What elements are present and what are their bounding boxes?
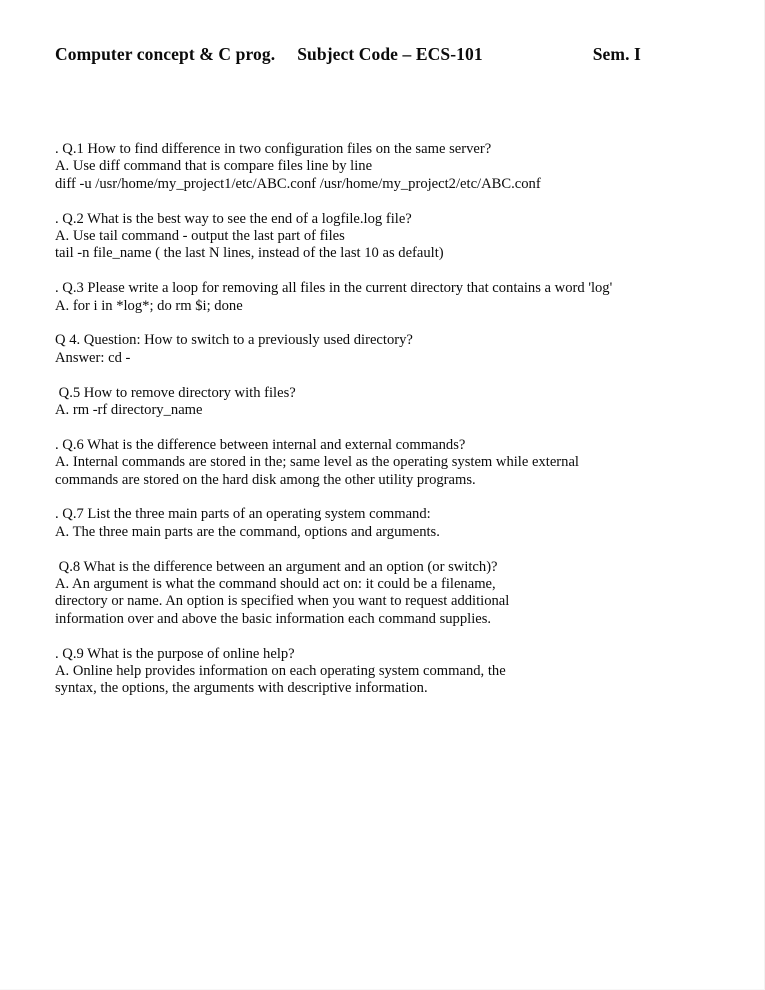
answer-line: A. Internal commands are stored in the; same level as the operating system while external <box>55 454 579 471</box>
answer-line: A. An argument is what the command should act on: it could be a filename, <box>55 576 496 593</box>
answer-line: A. Online help provides information on each operating system command, the <box>55 663 506 680</box>
qa-block-q1 <box>55 141 720 193</box>
qa-block-q8 <box>55 559 720 629</box>
qa-block-q7 <box>55 506 720 541</box>
qa-block-q4 <box>55 332 720 367</box>
qa-block-q6 <box>55 437 720 489</box>
question-line: . Q.6 What is the difference between internal and external commands? <box>55 436 466 453</box>
qa-block-q2 <box>55 211 720 263</box>
question-line: Q 4. Question: How to switch to a previously used directory? <box>55 332 413 349</box>
question-line: Q.8 What is the difference between an argument and an option (or switch)? <box>55 558 498 575</box>
answer-line: commands are stored on the hard disk among the other utility programs. <box>55 471 476 488</box>
answer-line: A. rm -rf directory_name <box>55 402 203 419</box>
answer-line: Answer: cd - <box>55 349 131 366</box>
qa-block-q3 <box>55 280 720 315</box>
document-header <box>55 44 715 72</box>
header-course-title: Computer concept & C prog. <box>55 44 276 64</box>
answer-line: A. for i in *log*; do rm $i; done <box>55 297 243 314</box>
answer-line: directory or name. An option is specified when you want to request additional <box>55 593 510 610</box>
question-line: Q.5 How to remove directory with files? <box>55 384 296 401</box>
answer-line: A. Use tail command - output the last part of files <box>55 228 345 245</box>
answer-line: A. Use diff command that is compare files line by line <box>55 158 373 175</box>
question-line: . Q.9 What is the purpose of online help? <box>55 645 295 662</box>
answer-line: diff -u /usr/home/my_project1/etc/ABC.conf /usr/home/my_project2/etc/ABC.conf <box>55 175 541 192</box>
header-subject-code: Subject Code – ECS-101 <box>297 44 483 64</box>
question-line: . Q.3 Please write a loop for removing all files in the current directory that contains a word 'log' <box>55 280 613 297</box>
question-answer-body <box>55 141 720 698</box>
answer-line: syntax, the options, the arguments with descriptive information. <box>55 680 428 697</box>
answer-line: A. The three main parts are the command, options and arguments. <box>55 523 440 540</box>
question-line: . Q.2 What is the best way to see the end of a logfile.log file? <box>55 210 412 227</box>
question-line: . Q.7 List the three main parts of an operating system command: <box>55 506 431 523</box>
qa-block-q5 <box>55 385 720 420</box>
answer-line: information over and above the basic information each command supplies. <box>55 610 492 627</box>
answer-line: tail -n file_name ( the last N lines, instead of the last 10 as default) <box>55 245 444 262</box>
question-line: . Q.1 How to find difference in two configuration files on the same server? <box>55 141 492 157</box>
qa-block-q9 <box>55 646 720 698</box>
header-semester: Sem. I <box>592 44 641 64</box>
